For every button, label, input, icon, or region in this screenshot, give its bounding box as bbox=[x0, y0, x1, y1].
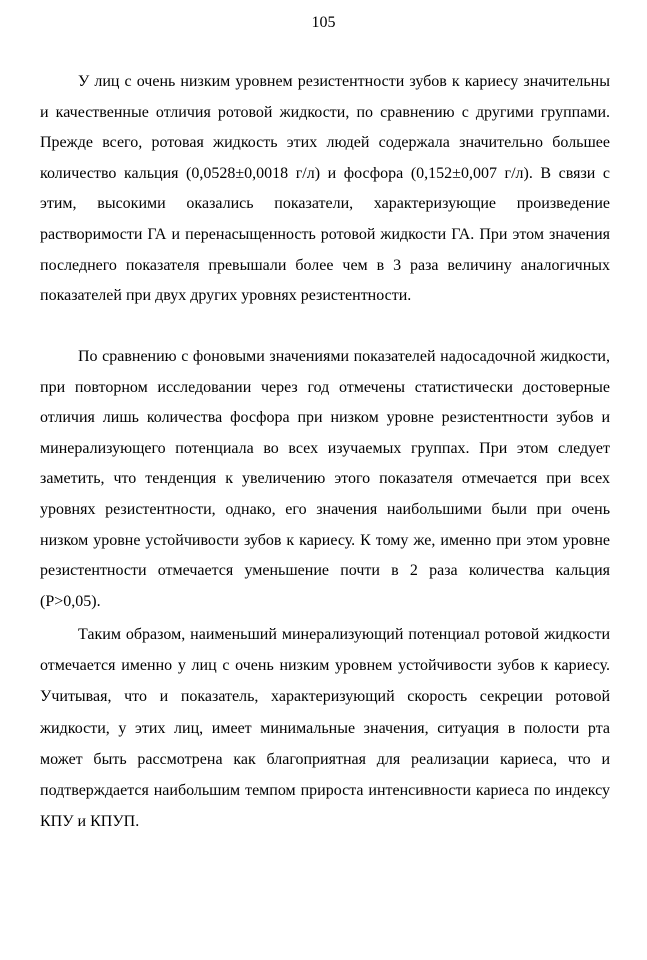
paragraph-3-block bbox=[40, 619, 610, 837]
paragraph-2: По сравнению с фоновыми значениями показателей надосадочной жидкости, при повторном исследовании через год отмечены статистически достоверные отличия лишь количества фосфора при низком уровне резистентности зубов и минерализующего потенциала во всех изучаемых группах. При этом следует заметить, что тенденция к увеличению этого показателя отмечается при всех уровнях резистентности, однако, его значения наибольшими были при очень низком уровне устойчивости зубов к кариесу. К тому же, именно при этом уровне резистентности отмечается уменьшение почти в 2 раза количества кальция (Р>0,05). bbox=[40, 348, 610, 610]
paragraph-2-block bbox=[40, 342, 610, 617]
paragraph-1-block bbox=[40, 67, 610, 312]
paragraph-1: У лиц с очень низким уровнем резистентности зубов к кариесу значительны и качественные отличия ротовой жидкости, по сравнению с другими группами. Прежде всего, ротовая жидкость этих людей содержала значительно большее количество кальция (0,0528±0,0018 г/л) и фосфора (0,152±0,007 г/л). В связи с этим, высокими оказались показатели, характеризующие произведение растворимости ГА и перенасыщенность ротовой жидкости ГА. При этом значения последнего показателя превышали более чем в 3 раза величину аналогичных показателей при двух других уровнях резистентности. bbox=[40, 73, 610, 305]
paragraph-3: Таким образом, наименьший минерализующий потенциал ротовой жидкости отмечается именно у лиц с очень низким уровнем устойчивости зубов к кариесу. Учитывая, что и показатель, характеризующий скорость секреции ротовой жидкости, у этих лиц, имеет минимальные значения, ситуация в полости рта может быть рассмотрена как благоприятная для реализации кариеса, что и подтверждается наибольшим темпом прироста интенсивности кариеса по индексу КПУ и КПУП. bbox=[40, 626, 610, 831]
page-number: 105 bbox=[311, 14, 336, 31]
